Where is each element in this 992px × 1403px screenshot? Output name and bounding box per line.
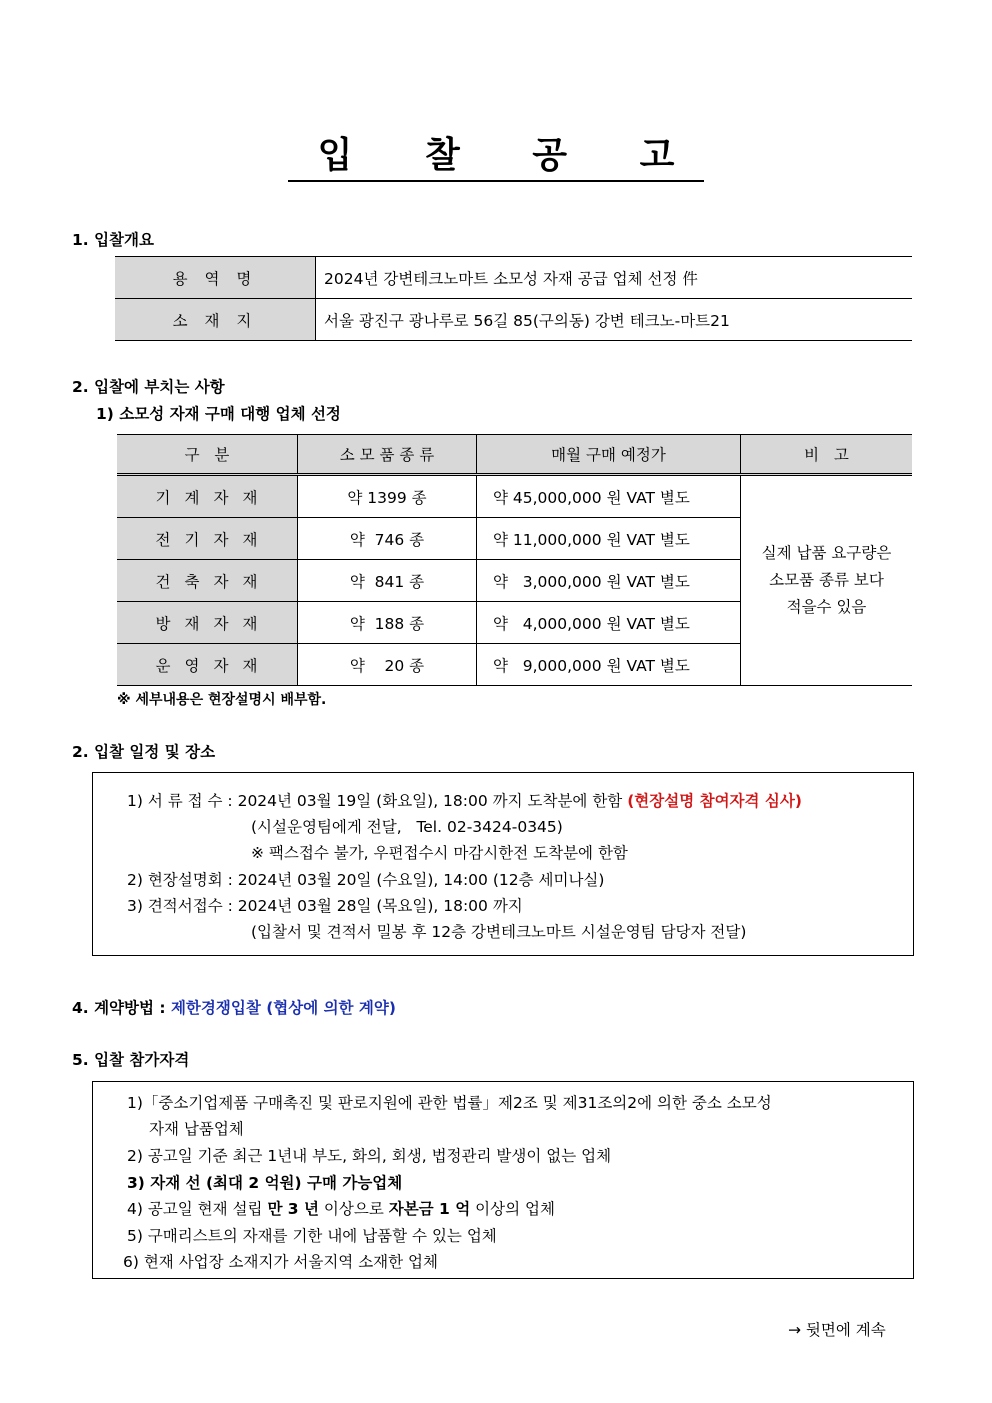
col-header-remarks: 비 고 xyxy=(741,435,913,475)
price-cell: 약 45,000,000 원 VAT 별도 xyxy=(477,475,741,518)
qualification-line: 자재 납품업체 xyxy=(149,1120,244,1138)
details-footnote: ※ 세부내용은 현장설명시 배부함. xyxy=(117,692,327,708)
qualification-bold-text: 자본금 1 억 xyxy=(388,1200,471,1218)
section2-subheading: 1) 소모성 자재 구매 대행 업체 선정 xyxy=(96,405,341,423)
qualification-text: 이상으로 xyxy=(318,1200,389,1218)
qualification-review-text: (현장설명 참여자격 심사) xyxy=(627,792,802,810)
qualification-line: 1)「중소기업제품 구매촉진 및 판로지원에 관한 법률」제2조 및 제31조의2에 의한 중소 소모성 xyxy=(127,1094,772,1112)
remarks-line: 실제 납품 요구량은 xyxy=(761,544,892,562)
count-cell: 약 20 종 xyxy=(298,644,477,686)
table-row xyxy=(115,257,912,299)
count-cell: 약 188 종 xyxy=(298,602,477,644)
qualification-bold-text: 만 3 년 xyxy=(267,1200,319,1218)
section5-heading: 5. 입찰 참가자격 xyxy=(72,1051,190,1069)
continued-note: → 뒷면에 계속 xyxy=(788,1321,886,1339)
location-label: 소 재 지 xyxy=(115,299,316,341)
document-submission-text: 1) 서 류 접 수 : 2024년 03월 19일 (화요일), 18:00 까지 도착분에 한함 xyxy=(127,792,628,810)
remarks-line: 적을수 있음 xyxy=(786,598,867,616)
schedule-line: 3) 견적서접수 : 2024년 03월 28일 (목요일), 18:00 까지 xyxy=(127,897,523,915)
contract-method-value: 제한경쟁입찰 (협상에 의한 계약) xyxy=(170,999,396,1017)
category-cell: 기계자재 xyxy=(117,475,298,518)
qualification-line: 2) 공고일 기준 최근 1년내 부도, 화의, 회생, 법정관리 발생이 없는 업체 xyxy=(127,1147,612,1165)
page-title-wrap xyxy=(0,132,992,182)
service-name-value: 2024년 강변테크노마트 소모성 자재 공급 업체 선정 件 xyxy=(316,257,913,299)
col-header-count: 소 모 품 종 류 xyxy=(298,435,477,475)
price-cell: 약 4,000,000 원 VAT 별도 xyxy=(477,602,741,644)
overview-table xyxy=(115,256,912,341)
qualification-text: 4) 공고일 현재 설립 xyxy=(127,1200,268,1218)
count-cell: 약 1399 종 xyxy=(298,475,477,518)
category-cell: 건축자재 xyxy=(117,560,298,602)
remarks-cell xyxy=(741,475,913,686)
count-cell: 약 746 종 xyxy=(298,518,477,560)
table-row xyxy=(115,299,912,341)
page-title: 입 찰 공 고 xyxy=(288,132,705,182)
category-cell: 운영자재 xyxy=(117,644,298,686)
remarks-line: 소모품 종류 보다 xyxy=(769,571,884,589)
section2-heading: 2. 입찰에 부치는 사항 xyxy=(72,378,225,396)
qualification-box xyxy=(92,1081,914,1279)
qualification-line xyxy=(127,1197,555,1219)
category-cell: 방재자재 xyxy=(117,602,298,644)
section4-heading xyxy=(72,996,396,1018)
schedule-box xyxy=(92,772,914,956)
schedule-line: (입찰서 및 견적서 밀봉 후 12층 강변테크노마트 시설운영팀 담당자 전달) xyxy=(251,923,747,941)
service-name-label: 용 역 명 xyxy=(115,257,316,299)
contract-method-label: 4. 계약방법 : xyxy=(72,999,171,1017)
schedule-line: (시설운영팀에게 전달, Tel. 02-3424-0345) xyxy=(251,818,563,836)
col-header-category: 구 분 xyxy=(117,435,298,475)
table-header-row xyxy=(117,435,912,475)
table-row xyxy=(117,475,912,518)
col-header-price: 매월 구매 예정가 xyxy=(477,435,741,475)
qualification-line: 5) 구매리스트의 자재를 기한 내에 납품할 수 있는 업체 xyxy=(127,1227,497,1245)
section1-heading: 1. 입찰개요 xyxy=(72,231,154,249)
schedule-line: ※ 팩스접수 불가, 우편접수시 마감시한전 도착분에 한함 xyxy=(251,844,628,862)
schedule-line: 2) 현장설명회 : 2024년 03월 20일 (수요일), 14:00 (12층 세미나실) xyxy=(127,871,605,889)
location-value: 서울 광진구 광나루로 56길 85(구의동) 강변 테크노-마트21 xyxy=(316,299,913,341)
price-cell: 약 3,000,000 원 VAT 별도 xyxy=(477,560,741,602)
price-cell: 약 9,000,000 원 VAT 별도 xyxy=(477,644,741,686)
category-cell: 전기자재 xyxy=(117,518,298,560)
count-cell: 약 841 종 xyxy=(298,560,477,602)
qualification-text: 이상의 업체 xyxy=(470,1200,555,1218)
section3-heading: 2. 입찰 일정 및 장소 xyxy=(72,743,216,761)
price-cell: 약 11,000,000 원 VAT 별도 xyxy=(477,518,741,560)
schedule-line xyxy=(127,789,802,811)
qualification-line: 3) 자재 선 (최대 2 억원) 구매 가능업체 xyxy=(127,1174,403,1192)
qualification-line: 6) 현재 사업장 소재지가 서울지역 소재한 업체 xyxy=(123,1253,438,1271)
materials-table xyxy=(117,434,912,686)
